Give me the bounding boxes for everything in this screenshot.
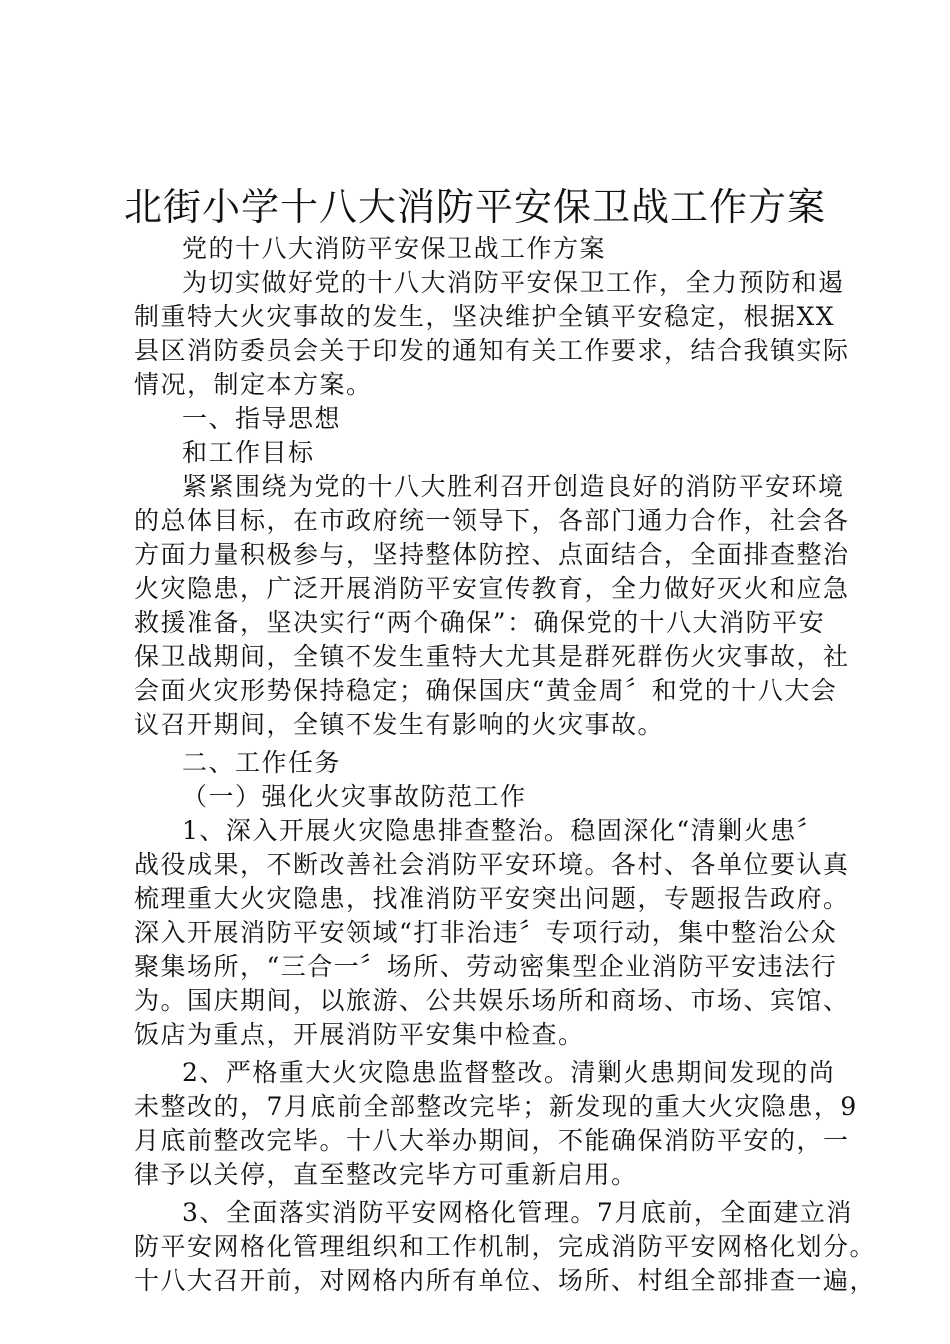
text-line: 月底前整改完毕。十八大举办期间，不能确保消防平安的，一 (134, 1126, 850, 1155)
text-line: 聚集场所，“三合一〞场所、劳动密集型企业消防平安违法行 (134, 952, 838, 981)
text-line: （一）强化火灾事故防范工作 (182, 782, 527, 811)
text-line: 一、指导思想 (182, 404, 342, 433)
text-line: 救援准备，坚决实行“两个确保”：确保党的十八大消防平安 (134, 608, 826, 637)
text-line: 梳理重大火灾隐患，找准消防平安突出问题，专题报告政府。 (134, 884, 850, 913)
text-line: 为。国庆期间，以旅游、公共娱乐场所和商场、市场、宾馆、 (134, 986, 850, 1015)
document-body (134, 232, 877, 1298)
text-line: 方面力量积极参与，坚持整体防控、点面结合，全面排查整治 (134, 540, 850, 569)
text-line: 制重特大火灾事故的发生，坚决维护全镇平安稳定，根据XX (134, 302, 836, 331)
text-line: 二、工作任务 (182, 748, 342, 777)
text-line: 防平安网格化管理组织和工作机制，完成消防平安网格化划分。 (134, 1232, 877, 1261)
text-line: 深入开展消防平安领域“打非治违〞专项行动，集中整治公众 (134, 918, 838, 947)
document-title: 北街小学十八大消防平安保卫战工作方案 (123, 185, 826, 229)
text-line: 保卫战期间，全镇不发生重特大尤其是群死群伤火灾事故，社 (134, 642, 850, 671)
text-line: 未整改的，7月底前全部整改完毕；新发现的重大火灾隐患，9 (134, 1092, 858, 1121)
text-line: 2、严格重大火灾隐患监督整改。清剿火患期间发现的尚 (182, 1058, 836, 1087)
text-line: 紧紧围绕为党的十八大胜利召开创造良好的消防平安环境 (182, 472, 845, 501)
text-line: 十八大召开前，对网格内所有单位、场所、村组全部排查一遍， (134, 1266, 877, 1295)
text-line: 为切实做好党的十八大消防平安保卫工作，全力预防和遏 (182, 268, 845, 297)
text-line: 律予以关停，直至整改完毕方可重新启用。 (134, 1160, 638, 1189)
text-line: 情况，制定本方案。 (134, 370, 373, 399)
text-line: 火灾隐患，广泛开展消防平安宣传教育，全力做好灭火和应急 (134, 574, 850, 603)
text-line: 会面火灾形势保持稳定；确保国庆“黄金周〞和党的十八大会 (134, 676, 838, 705)
text-line: 饭店为重点，开展消防平安集中检查。 (134, 1020, 585, 1049)
text-line: 县区消防委员会关于印发的通知有关工作要求，结合我镇实际 (134, 336, 850, 365)
text-line: 和工作目标 (182, 438, 315, 467)
text-line: 议召开期间，全镇不发生有影响的火灾事故。 (134, 710, 665, 739)
text-line: 3、全面落实消防平安网格化管理。7月底前，全面建立消 (182, 1198, 853, 1227)
text-line: 的总体目标，在市政府统一领导下，各部门通力合作，社会各 (134, 506, 850, 535)
text-line: 1、深入开展火灾隐患排查整治。稳固深化“清剿火患〞 (182, 816, 824, 845)
text-line: 战役成果，不断改善社会消防平安环境。各村、各单位要认真 (134, 850, 850, 879)
text-line: 党的十八大消防平安保卫战工作方案 (182, 234, 607, 263)
